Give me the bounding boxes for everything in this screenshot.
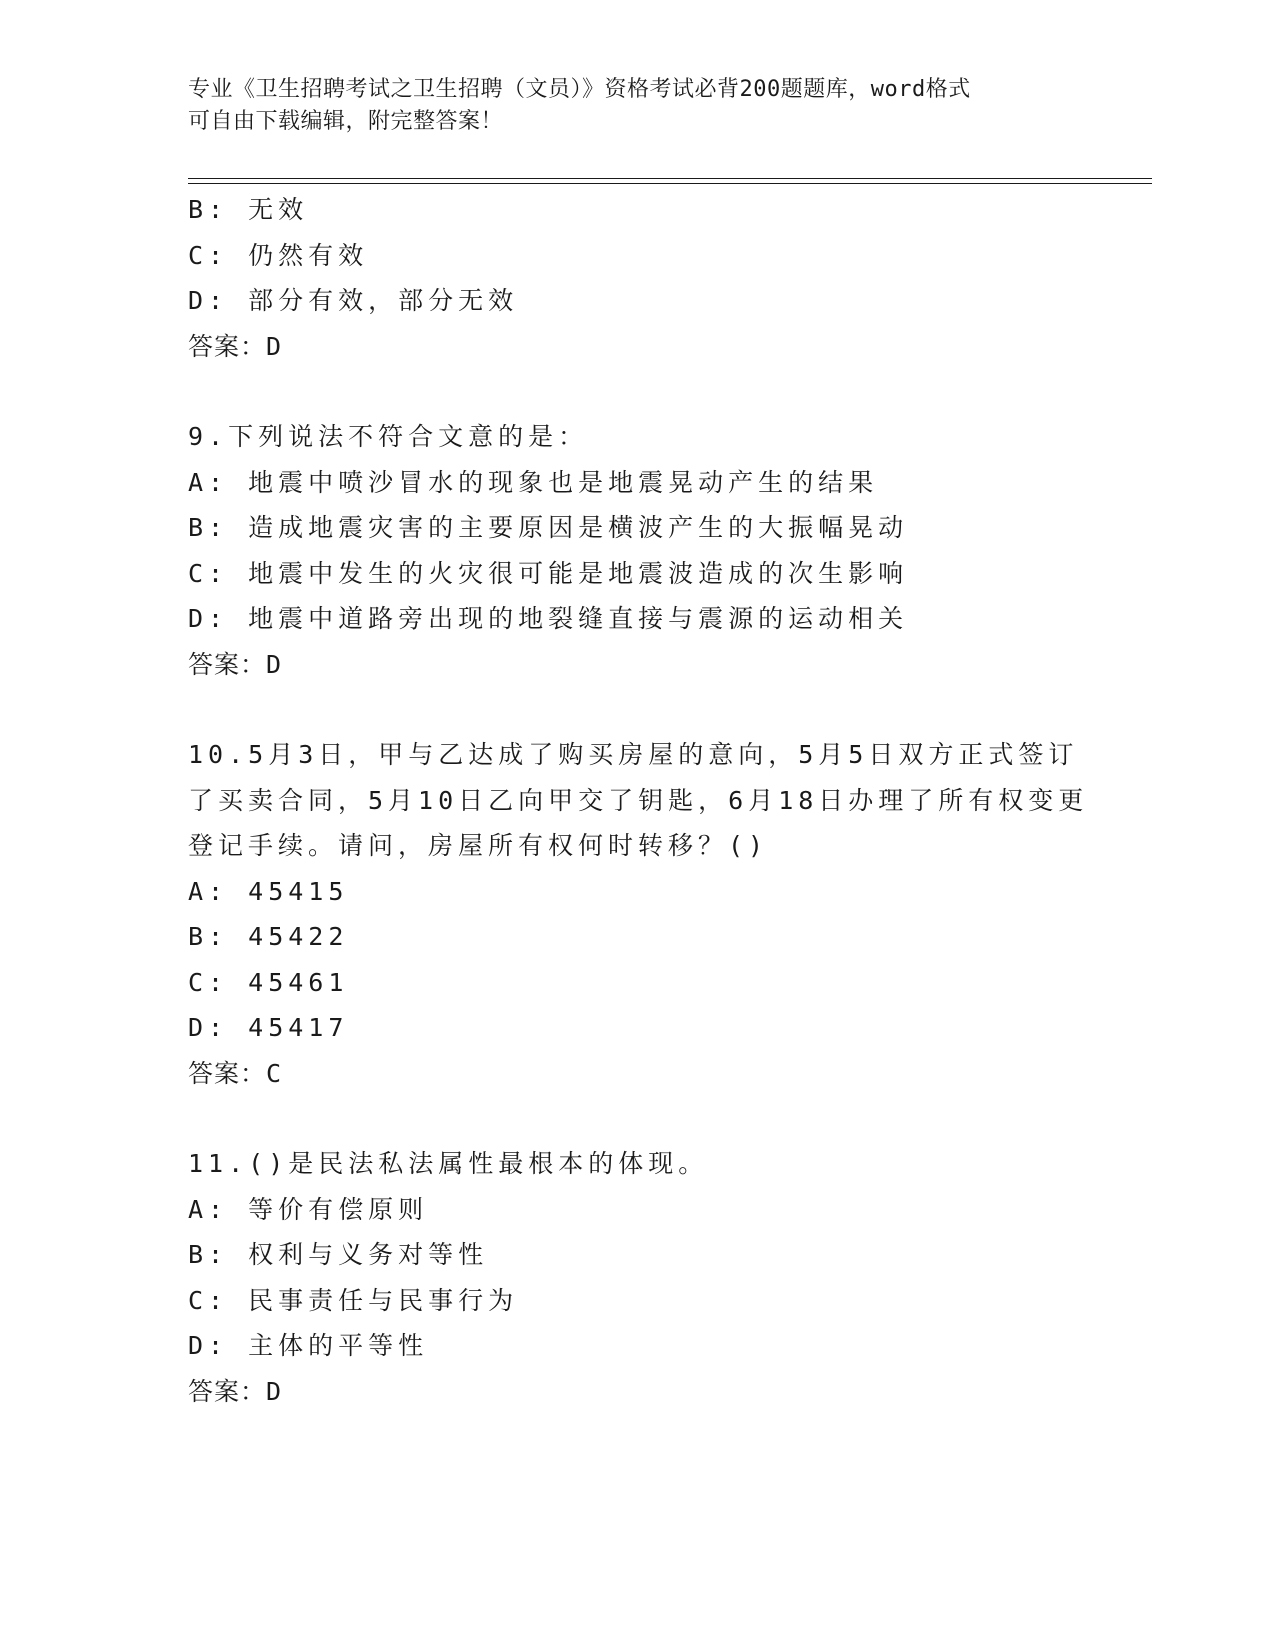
question-8-continued [188,187,1088,369]
option-d: D: 主体的平等性 [188,1331,429,1360]
header-divider-bottom [188,183,1152,184]
answer-line: 答案：C [188,1058,283,1088]
question-10 [188,732,1088,1096]
question-stem-line-2: 了买卖合同，5月10日乙向甲交了钥匙，6月18日办理了所有权变更 [188,785,1089,815]
question-9 [188,414,1088,687]
option-b: B: 权利与义务对等性 [188,1240,489,1269]
spacer [188,1096,1088,1141]
header-divider-top [188,178,1152,179]
header-title-line-2: 可自由下载编辑，附完整答案！ [188,109,504,134]
option-b: B: 造成地震灾害的主要原因是横波产生的大振幅晃动 [188,513,909,542]
question-stem: 9.下列说法不符合文意的是： [188,422,589,451]
question-stem: 11.()是民法私法属性最根本的体现。 [188,1149,709,1178]
option-c: C: 仍然有效 [188,240,369,270]
answer-line: 答案：D [188,649,283,679]
question-stem-line-3: 登记手续。请问，房屋所有权何时转移？() [188,831,769,860]
option-c: C: 地震中发生的火灾很可能是地震波造成的次生影响 [188,558,909,588]
option-c: C: 45461 [188,967,349,997]
option-d: D: 部分有效，部分无效 [188,286,519,315]
spacer [188,369,1088,414]
option-a: A: 地震中喷沙冒水的现象也是地震晃动产生的结果 [188,467,879,497]
option-c: C: 民事责任与民事行为 [188,1285,519,1315]
question-11 [188,1141,1088,1414]
option-d: D: 45417 [188,1013,349,1042]
option-b: B: 无效 [188,195,309,224]
option-a: A: 等价有偿原则 [188,1194,429,1224]
answer-line: 答案：D [188,1376,283,1406]
option-d: D: 地震中道路旁出现的地裂缝直接与震源的运动相关 [188,604,909,633]
option-b: B: 45422 [188,922,349,951]
answer-line: 答案：D [188,331,283,361]
question-content [188,187,1088,1414]
header-title-line-1: 专业《卫生招聘考试之卫生招聘（文员）》资格考试必背200题题库，word格式 [188,77,971,102]
document-header [188,74,1068,138]
question-stem-line-1: 10.5月3日，甲与乙达成了购买房屋的意向，5月5日双方正式签订 [188,740,1079,769]
option-a: A: 45415 [188,876,349,906]
spacer [188,687,1088,732]
